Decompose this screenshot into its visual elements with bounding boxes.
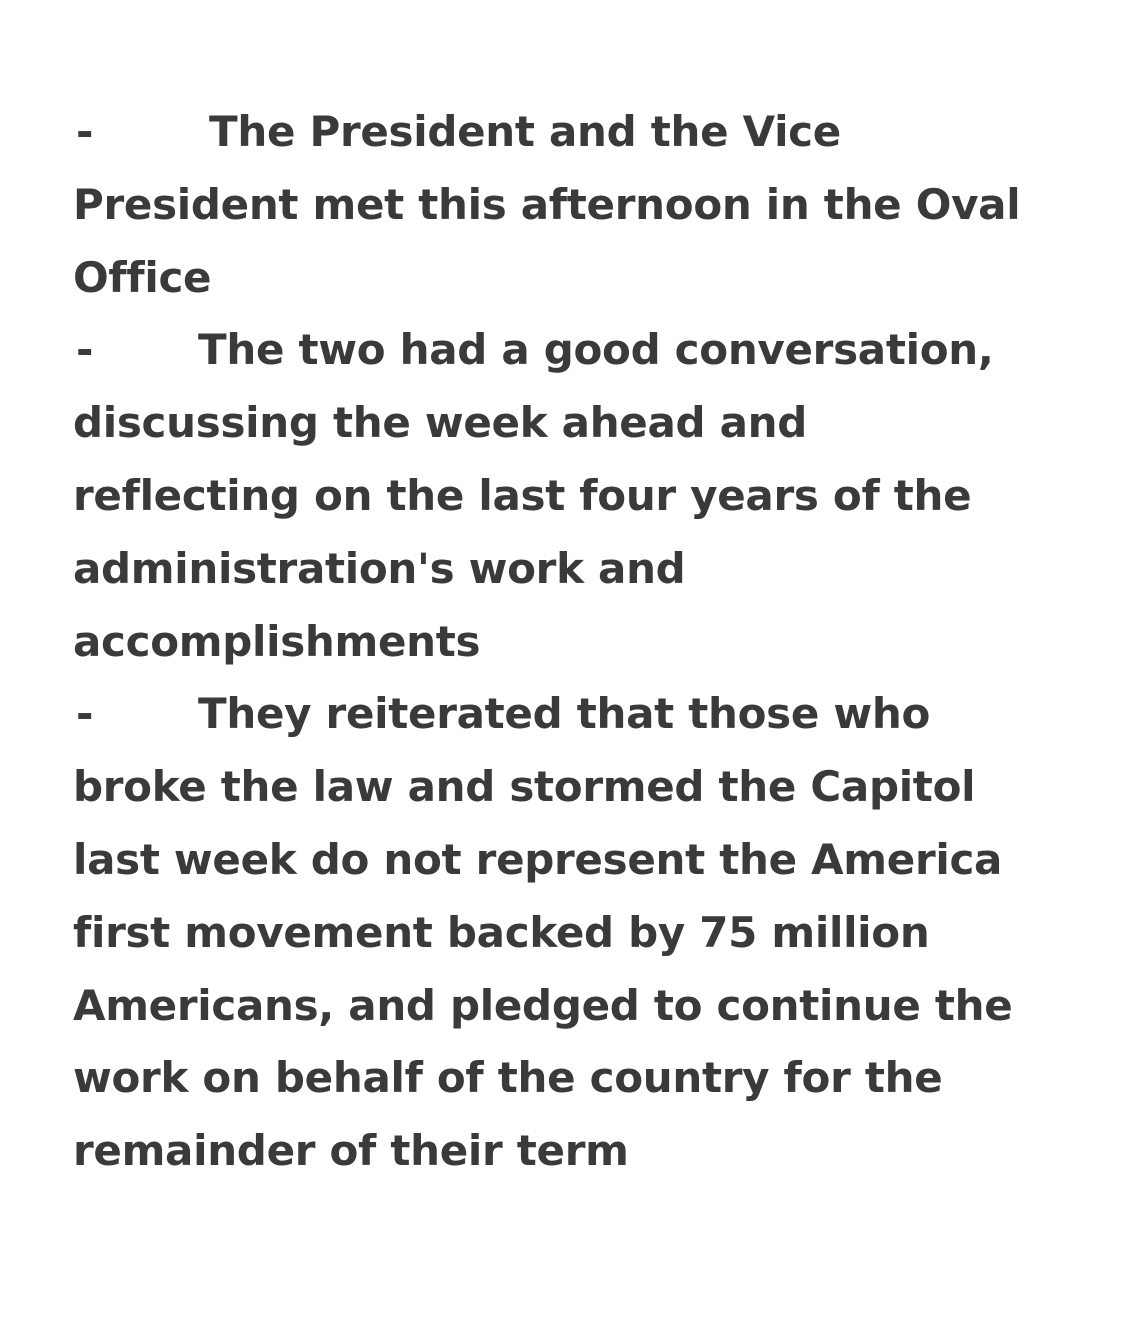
bullet-item — [73, 96, 1053, 314]
bullet-first-line — [73, 96, 1053, 169]
bullet-text: The President and the Vice — [209, 107, 841, 156]
bullet-item — [73, 314, 1053, 678]
bullet-first-line — [73, 314, 1053, 387]
bullet-text-line: Americans, and pledged to continue the — [73, 980, 1013, 1030]
bullet-first-line — [73, 678, 1053, 751]
bullet-text: They reiterated that those who — [198, 689, 931, 739]
note-body — [73, 96, 1053, 1188]
bullet-text-line: discussing the week ahead and — [73, 398, 808, 448]
bullet-text-line: accomplishments — [73, 616, 481, 666]
bullet-text-line: reflecting on the last four years of the — [73, 470, 972, 520]
bullet-text-line: President met this afternoon in the Oval — [73, 179, 1021, 229]
dash-marker: - — [76, 325, 94, 375]
bullet-text-line: first movement backed by 75 million — [73, 907, 930, 957]
bullet-text-line: work on behalf of the country for the — [73, 1053, 943, 1103]
bullet-text-line: administration's work and — [73, 543, 686, 593]
dash-marker: - — [76, 689, 94, 739]
bullet-text-line: Office — [73, 252, 212, 302]
bullet-text-line: remainder of their term — [73, 1126, 629, 1176]
bullet-item — [73, 678, 1053, 1188]
dash-marker: - — [76, 107, 94, 156]
bullet-text: The two had a good conversation, — [198, 325, 994, 375]
bullet-text-line: last week do not represent the America — [73, 834, 1003, 884]
bullet-text-line: broke the law and stormed the Capitol — [73, 762, 976, 812]
